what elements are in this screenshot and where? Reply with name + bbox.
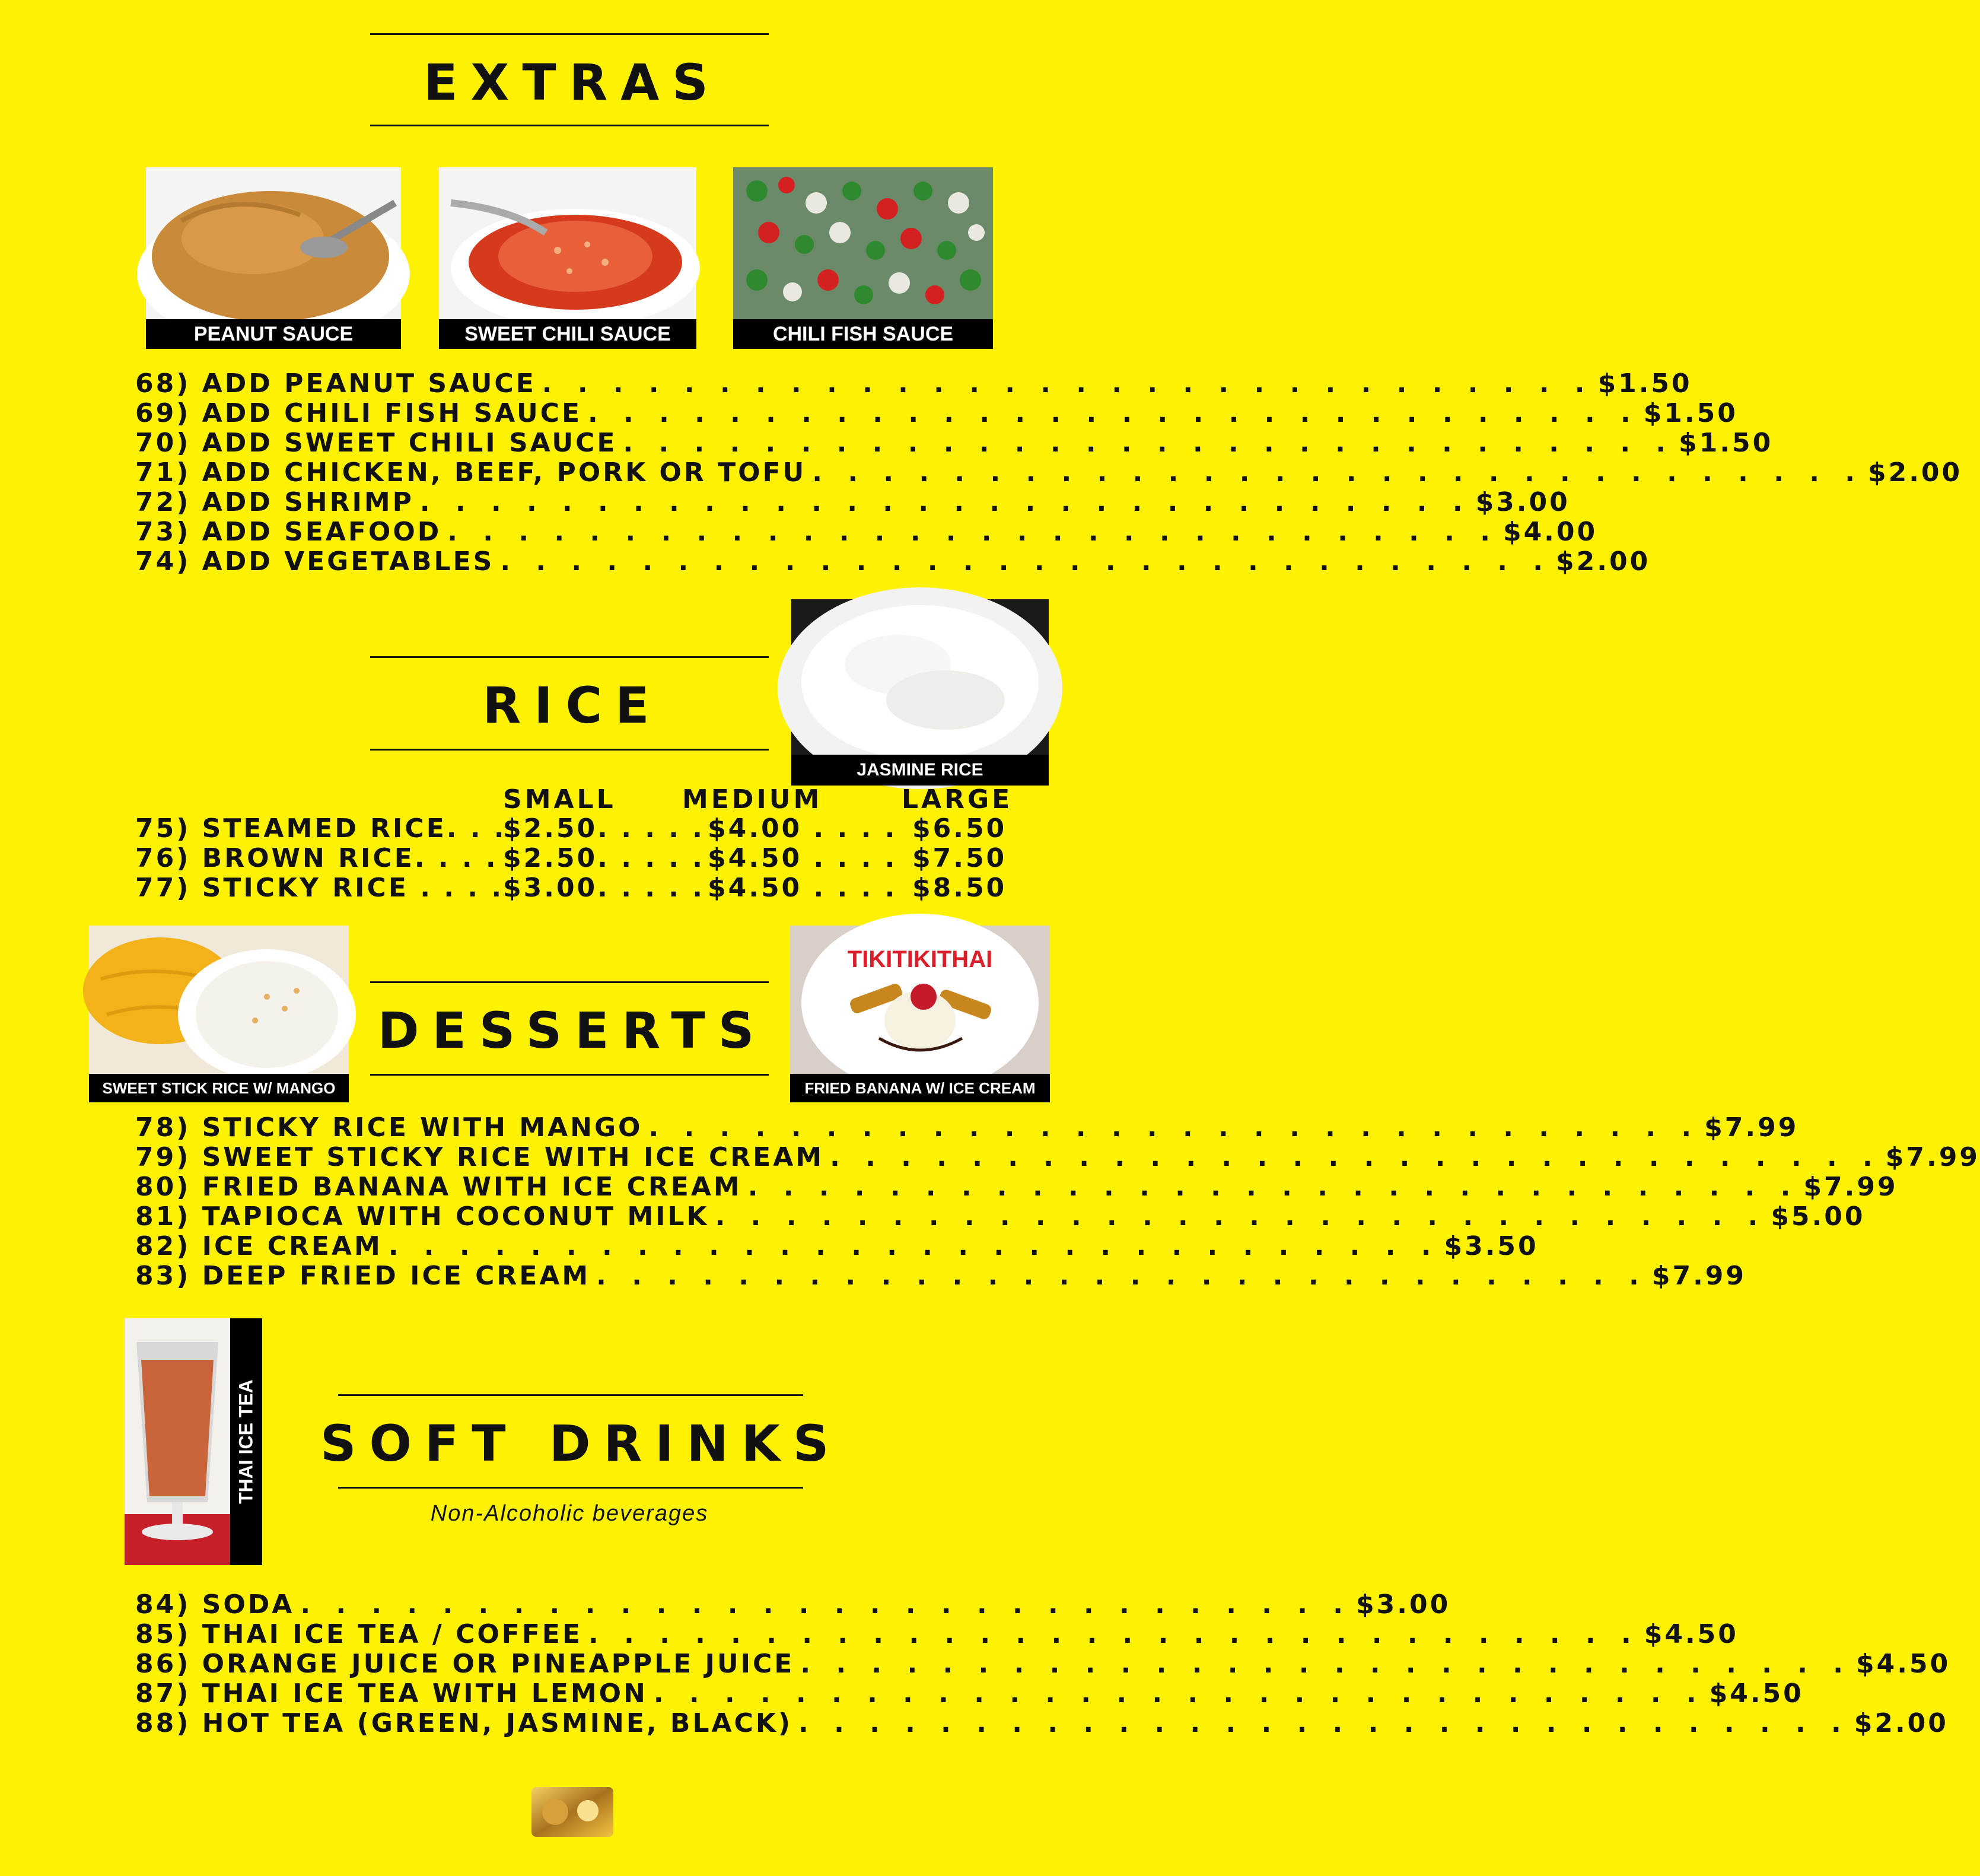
dot-leader: . . . . . . . . . . . . . . . . . . . . . . . . . . . . . . [588,1619,1640,1649]
price-small: $3.00. . . . . [503,873,705,903]
jasmine-rice-caption: JASMINE RICE [791,755,1049,786]
price-large: $6.50 [912,813,1007,844]
dot-leader: . . . . . . . . . . . . . . . . . . . . . . . . . . . . . . [388,1231,1440,1261]
item-name: 83) DEEP FRIED ICE CREAM [135,1261,591,1291]
menu-item [135,517,1598,547]
dot-leader: . . . . . . . . . . . . . . . . . . . . . . . . . . . . . . [419,487,1471,517]
price-large: $7.50 [912,843,1007,873]
item-price: $7.99 [1651,1261,1747,1291]
rice-menu-list [135,814,1013,903]
item-price: $7.99 [1803,1172,1898,1202]
dot-leader: . . . . . . . . . . . . . . . . . . . . . . . . . . . . . . [500,546,1552,577]
item-price: $2.00 [1556,546,1651,577]
item-name: 71) ADD CHICKEN, BEEF, PORK OR TOFU [135,457,807,488]
menu-item [135,487,1570,517]
sweet-chili-sauce-caption: SWEET CHILI SAUCE [439,319,696,349]
dot-leader: . . . . . . . . . . . . . . . . . . . . . . . . . . . . . . [447,517,1498,547]
footer-logo-badge [531,1787,613,1837]
dot-leader: . . . . . . . . . . . . . . . . . . . . . . . . . . . . . . [623,428,1675,458]
sticky-rice-mango-photo [89,926,349,1102]
peanut-sauce-caption: PEANUT SAUCE [146,319,401,349]
dot-leader: . . . . . . . . . . . . . . . . . . . . . . . . . . . . . . [653,1678,1705,1709]
item-price: $3.50 [1444,1231,1539,1261]
item-name: 73) ADD SEAFOOD [135,517,442,547]
dot-leader: . . . . . . . . . . . . . . . . . . . . . . . . . . . . . . [300,1589,1352,1620]
thai-ice-tea-caption-text: THAI ICE TEA [235,1379,257,1504]
item-name: 82) ICE CREAM [135,1231,383,1261]
item-name: 87) THAI ICE TEA WITH LEMON [135,1678,648,1709]
menu-item [135,1231,1539,1261]
chili-fish-sauce-caption: CHILI FISH SAUCE [733,319,993,349]
desserts-title: DESSERTS [377,1001,768,1060]
item-name: 88) HOT TEA (GREEN, JASMINE, BLACK) [135,1708,793,1738]
item-name: 72) ADD SHRIMP [135,487,414,517]
item-name: 78) STICKY RICE WITH MANGO [135,1112,643,1143]
menu-item [135,1708,1949,1738]
peanut-sauce-image [146,167,401,319]
item-price: $4.50 [1644,1619,1739,1649]
jasmine-rice-photo [791,599,1049,786]
footer-logo-icon [531,1787,613,1837]
price-small: $2.50. . . . . [503,813,705,844]
menu-item [135,1142,1980,1172]
peanut-sauce-photo [146,167,401,349]
sweet-chili-sauce-photo [439,167,696,349]
desserts-rule-top [370,981,769,983]
item-price: $1.50 [1679,428,1774,458]
dot-leader: . . . . . . . . . . . . . . . . . . . . . . . . . . . . . . [798,1708,1850,1738]
chili-fish-sauce-photo [733,167,993,349]
rice-rule-bottom [370,749,769,751]
item-price: $5.00 [1771,1201,1866,1232]
item-price: $4.00 [1502,517,1598,547]
drinks-title: SOFT DRINKS [320,1414,842,1473]
extras-menu-list [135,368,1963,577]
drinks-menu-list [135,1589,1951,1738]
item-price: $7.99 [1885,1142,1980,1172]
sticky-rice-mango-caption: SWEET STICK RICE W/ MANGO [89,1074,349,1102]
menu-item [135,398,1738,428]
item-name: 79) SWEET STICKY RICE WITH ICE CREAM [135,1142,825,1172]
price-medium: $4.00 . . . . [708,813,897,844]
menu-item [135,1619,1739,1649]
rice-title: RICE [482,676,663,734]
menu-item [135,1649,1951,1679]
fried-banana-caption: FRIED BANANA W/ ICE CREAM [790,1074,1050,1102]
menu-item [135,1172,1898,1202]
menu-item [135,368,1692,399]
item-price: $2.00 [1854,1708,1949,1738]
sticky-rice-mango-image [89,926,349,1074]
item-name: 84) SODA [135,1589,295,1620]
item-name: 75) STEAMED RICE. . . [135,813,507,844]
rice-rule-top [370,656,769,658]
extras-title: EXTRAS [424,53,721,112]
dot-leader: . . . . . . . . . . . . . . . . . . . . . . . . . . . . . . [542,368,1593,399]
item-name: 68) ADD PEANUT SAUCE [135,368,536,399]
dot-leader: . . . . . . . . . . . . . . . . . . . . . . . . . . . . . . [596,1261,1647,1291]
plate-sign-text: TIKITIKITHAI [847,946,993,972]
item-name: 85) THAI ICE TEA / COFFEE [135,1619,583,1649]
rice-item [135,844,1013,873]
extras-rule-top [370,33,769,35]
item-price: $7.99 [1704,1112,1799,1143]
price-medium: $4.50 . . . . [708,843,897,873]
desserts-menu-list [135,1112,1980,1291]
dot-leader: . . . . . . . . . . . . . . . . . . . . . . . . . . . . . . [830,1142,1881,1172]
dot-leader: . . . . . . . . . . . . . . . . . . . . . . . . . . . . . . [588,398,1639,428]
drinks-rule-top [338,1394,803,1396]
price-small: $2.50. . . . . [503,843,705,873]
fried-banana-photo [790,926,1050,1102]
item-name: 69) ADD CHILI FISH SAUCE [135,398,582,428]
item-price: $3.00 [1356,1589,1451,1620]
rice-item [135,873,1013,903]
extras-rule-bottom [370,125,769,126]
drinks-rule-bottom [338,1487,803,1489]
item-price: $4.50 [1856,1649,1951,1679]
item-name: 74) ADD VEGETABLES [135,546,495,577]
price-medium: $4.50 . . . . [708,873,897,903]
menu-item [135,1589,1451,1620]
item-price: $3.00 [1475,487,1570,517]
price-large: $8.50 [912,873,1007,903]
item-price: $1.50 [1597,368,1692,399]
menu-item [135,1112,1799,1143]
thai-ice-tea-caption [230,1318,262,1565]
item-name: 81) TAPIOCA WITH COCONUT MILK [135,1201,709,1232]
menu-item [135,457,1963,488]
rice-header-large: LARGE [902,784,1013,815]
menu-item [135,546,1651,577]
fried-banana-image [790,926,1050,1074]
jasmine-rice-image [791,599,1049,755]
item-name: 86) ORANGE JUICE OR PINEAPPLE JUICE [135,1649,795,1679]
menu-item [135,1261,1747,1291]
sweet-chili-sauce-image [439,167,696,319]
chili-fish-sauce-image [733,167,993,319]
thai-ice-tea-image [125,1318,230,1565]
dot-leader: . . . . . . . . . . . . . . . . . . . . . . . . . . . . . . [648,1112,1700,1143]
dot-leader: . . . . . . . . . . . . . . . . . . . . . . . . . . . . . . [715,1201,1766,1232]
item-price: $4.50 [1709,1678,1804,1709]
item-name: 70) ADD SWEET CHILI SAUCE [135,428,617,458]
item-price: $1.50 [1643,398,1738,428]
thai-ice-tea-photo [125,1318,262,1565]
item-name: 76) BROWN RICE. . . . [135,843,498,873]
desserts-rule-bottom [370,1074,769,1076]
dot-leader: . . . . . . . . . . . . . . . . . . . . . . . . . . . . . . [812,457,1863,488]
rice-header-medium: MEDIUM [682,784,823,815]
menu-item [135,1678,1804,1709]
item-name: 80) FRIED BANANA WITH ICE CREAM [135,1172,742,1202]
dot-leader: . . . . . . . . . . . . . . . . . . . . . . . . . . . . . . [800,1649,1852,1679]
item-price: $2.00 [1867,457,1963,488]
dot-leader: . . . . . . . . . . . . . . . . . . . . . . . . . . . . . . [747,1172,1799,1202]
rice-header-small: SMALL [503,784,616,815]
rice-item [135,814,1013,844]
menu-item [135,428,1774,458]
drinks-subtitle: Non-Alcoholic beverages [430,1501,709,1526]
item-name: 77) STICKY RICE . . . . [135,873,504,903]
menu-item [135,1201,1866,1232]
